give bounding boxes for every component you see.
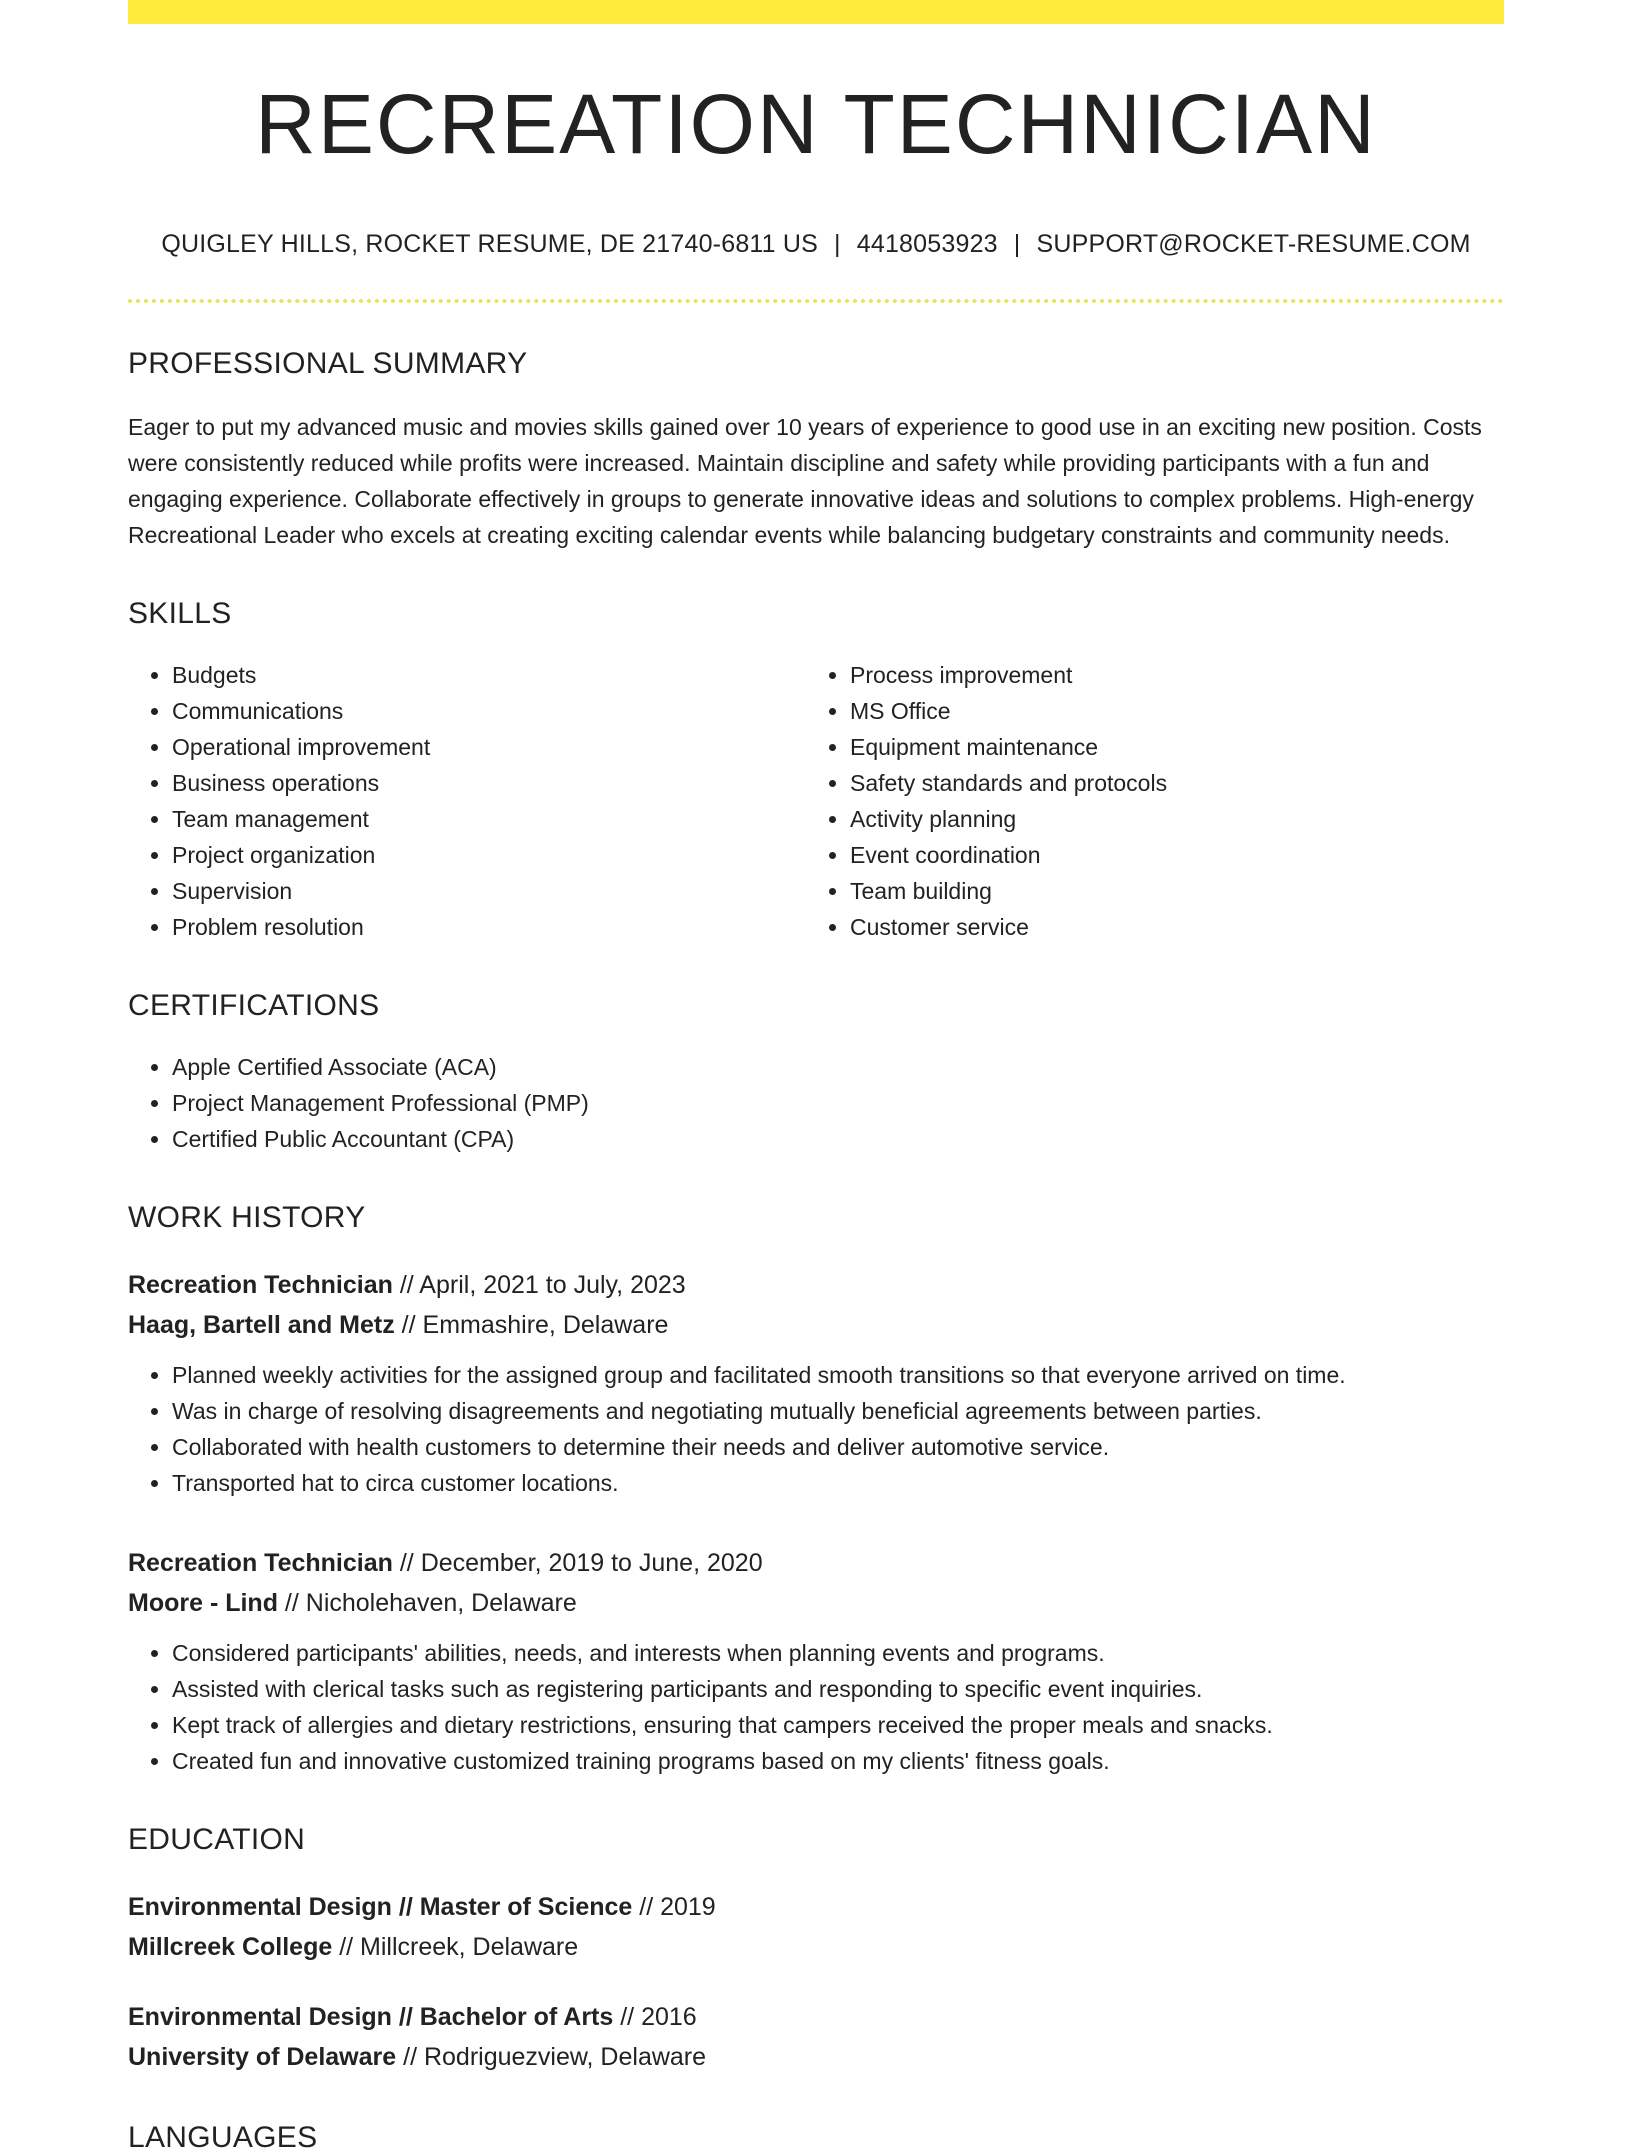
education-entry (128, 1887, 1504, 1967)
certification-item: • Project Management Professional (PMP) (172, 1085, 1504, 1121)
job-company: Moore - Lind (128, 1589, 278, 1618)
skill-item: • Communications (172, 693, 806, 729)
skill-item: • Operational improvement (172, 729, 806, 765)
education-location: // Millcreek, Delaware (332, 1933, 579, 1962)
education-school-line (128, 2037, 1504, 2077)
job-entry (128, 1543, 1504, 1779)
job-dates: // December, 2019 to June, 2020 (392, 1549, 763, 1578)
job-role: Recreation Technician (128, 1271, 393, 1300)
education-title: EDUCATION (128, 1823, 306, 1857)
education-entry (128, 1997, 1504, 2077)
skill-item: • MS Office (850, 693, 1484, 729)
job-location: // Nicholehaven, Delaware (277, 1589, 577, 1618)
job-role: Recreation Technician (128, 1549, 393, 1578)
education-location: // Rodriguezview, Delaware (396, 2043, 707, 2072)
education-degree: Environmental Design // Master of Science (128, 1893, 633, 1922)
certification-item: • Apple Certified Associate (ACA) (172, 1049, 1504, 1085)
certifications-list (128, 1049, 1504, 1157)
job-title-line (128, 1265, 1504, 1305)
languages-title: LANGUAGES (128, 2121, 318, 2155)
summary-title: PROFESSIONAL SUMMARY (128, 347, 528, 381)
job-bullet: • Kept track of allergies and dietary restrictions, ensuring that campers received the proper meals and snacks. (172, 1707, 1504, 1743)
job-bullet: • Considered participants' abilities, needs, and interests when planning events and programs. (172, 1635, 1504, 1671)
job-company-line (128, 1583, 1504, 1623)
header-divider (128, 299, 1504, 303)
summary-text: Eager to put my advanced music and movies skills gained over 10 years of experience to good use in an exciting new position. Costs were consistently reduced while profits were increased. Maintain discipline and safety while providing participants with a fun and engaging experience. Collaborate effectively in groups to generate innovative ideas and solutions to complex problems. High-energy Recreational Leader who excels at creating exciting calendar events while balancing budgetary constraints and community needs. (128, 414, 1482, 549)
top-accent-bar (128, 0, 1504, 24)
candidate-name: RECREATION TECHNICIAN (255, 77, 1377, 171)
contact-phone: 4418053923 (856, 230, 998, 259)
contact-email[interactable]: SUPPORT@ROCKET-RESUME.COM (1036, 230, 1471, 259)
job-bullet: • Collaborated with health customers to determine their needs and deliver automotive service. (172, 1429, 1504, 1465)
job-bullets (128, 1357, 1504, 1501)
job-bullet: • Was in charge of resolving disagreements and negotiating mutually beneficial agreements between parties. (172, 1393, 1504, 1429)
skill-item: • Event coordination (850, 837, 1484, 873)
contact-separator: | (834, 230, 841, 259)
skill-item: • Business operations (172, 765, 806, 801)
skills-title: SKILLS (128, 597, 232, 631)
certification-item: • Certified Public Accountant (CPA) (172, 1121, 1504, 1157)
contact-separator: | (1013, 230, 1021, 259)
work-history-title: WORK HISTORY (128, 1201, 366, 1235)
contact-line (128, 230, 1504, 259)
job-bullet: • Assisted with clerical tasks such as registering participants and responding to specific event inquiries. (172, 1671, 1504, 1707)
contact-address: QUIGLEY HILLS, ROCKET RESUME, DE 21740-6811 US (161, 230, 819, 259)
skills-grid (128, 657, 1504, 945)
job-bullets (128, 1635, 1504, 1779)
skill-item: • Activity planning (850, 801, 1484, 837)
education-school: Millcreek College (128, 1933, 333, 1962)
education-degree-line (128, 1887, 1504, 1927)
skill-item: • Team building (850, 873, 1484, 909)
certifications-title: CERTIFICATIONS (128, 989, 380, 1023)
job-dates: // April, 2021 to July, 2023 (392, 1271, 686, 1300)
skill-item: • Customer service (850, 909, 1484, 945)
education-school-line (128, 1927, 1504, 1967)
job-bullet: • Transported hat to circa customer locations. (172, 1465, 1504, 1501)
job-bullet: • Planned weekly activities for the assigned group and facilitated smooth transitions so that everyone arrived on time. (172, 1357, 1504, 1393)
job-company-line (128, 1305, 1504, 1345)
education-year: // 2019 (632, 1893, 716, 1922)
skills-left-list (128, 657, 806, 945)
skill-item: • Team management (172, 801, 806, 837)
skill-item: • Problem resolution (172, 909, 806, 945)
skills-right-list (806, 657, 1484, 945)
education-year: // 2016 (613, 2003, 697, 2032)
education-degree: Environmental Design // Bachelor of Arts (128, 2003, 614, 2032)
skill-item: • Safety standards and protocols (850, 765, 1484, 801)
job-location: // Emmashire, Delaware (394, 1311, 669, 1340)
skill-item: • Budgets (172, 657, 806, 693)
job-entry (128, 1265, 1504, 1501)
education-degree-line (128, 1997, 1504, 2037)
job-bullet: • Created fun and innovative customized training programs based on my clients' fitness goals. (172, 1743, 1504, 1779)
skill-item: • Project organization (172, 837, 806, 873)
skill-item: • Equipment maintenance (850, 729, 1484, 765)
skill-item: • Process improvement (850, 657, 1484, 693)
skill-item: • Supervision (172, 873, 806, 909)
resume-page (128, 0, 1504, 2155)
job-company: Haag, Bartell and Metz (128, 1311, 395, 1340)
education-school: University of Delaware (128, 2043, 397, 2072)
job-title-line (128, 1543, 1504, 1583)
